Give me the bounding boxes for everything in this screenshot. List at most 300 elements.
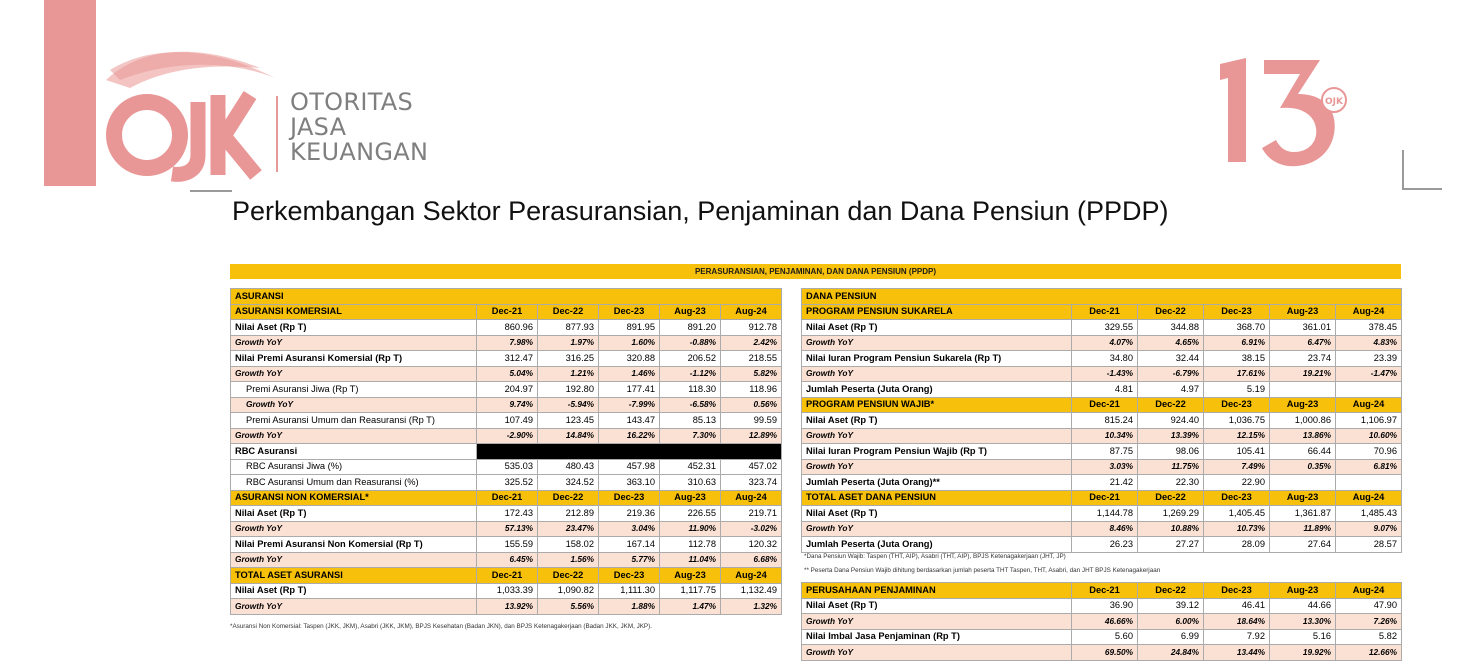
cell-value: 457.02: [721, 459, 782, 475]
cell-value: 329.55: [1072, 320, 1138, 336]
growth-row: [231, 366, 782, 382]
table-row: [231, 320, 782, 336]
section-header-sukarela: [802, 304, 1402, 320]
growth-row: [231, 397, 782, 413]
period-header: Dec-23: [1204, 304, 1270, 320]
table-row: [802, 320, 1402, 336]
section-title: ASURANSI NON KOMERSIAL*: [231, 490, 477, 506]
table-row: [231, 475, 782, 491]
cell-value: 118.96: [721, 382, 782, 398]
corner-mark-right-h: [1402, 188, 1442, 190]
cell-value: 7.98%: [477, 335, 538, 351]
cell-value: 924.40: [1138, 413, 1204, 429]
period-header: Dec-23: [1204, 397, 1270, 413]
table-row: [231, 537, 782, 553]
period-header: Dec-21: [477, 304, 538, 320]
row-label: Jumlah Peserta (Juta Orang)**: [802, 475, 1072, 491]
cell-value: 105.41: [1204, 444, 1270, 460]
section-banner: PERASURANSIAN, PENJAMINAN, DAN DANA PENSIUN (PPDP): [230, 264, 1401, 279]
row-label: Premi Asuransi Jiwa (Rp T): [231, 382, 477, 398]
anniversary-13-logo-icon: [1214, 50, 1364, 170]
cell-value: 120.32: [721, 537, 782, 553]
cell-value: 36.90: [1072, 598, 1138, 614]
cell-value: 316.25: [538, 351, 599, 367]
cell-value: 1,111.30: [599, 583, 660, 599]
cell-value: 1,000.86: [1270, 413, 1336, 429]
cell-value: 4.97: [1138, 382, 1204, 398]
cell-value: 1,405.45: [1204, 506, 1270, 522]
group-title: DANA PENSIUN: [802, 289, 1402, 305]
period-header: Aug-23: [1270, 583, 1336, 599]
cell-value: 16.22%: [599, 428, 660, 444]
cell-value: 107.49: [477, 413, 538, 429]
cell-value: 1,033.39: [477, 583, 538, 599]
period-header: Dec-22: [1138, 397, 1204, 413]
cell-value: 1,144.78: [1072, 506, 1138, 522]
group-header-dana-pensiun: [802, 289, 1402, 305]
cell-value: 3.03%: [1072, 459, 1138, 475]
cell-value: 457.98: [599, 459, 660, 475]
cell-value: 69.50%: [1072, 645, 1138, 661]
table-row: [802, 444, 1402, 460]
cell-value: [1336, 382, 1402, 398]
cell-value: 860.96: [477, 320, 538, 336]
growth-row: [231, 552, 782, 568]
cell-value: 368.70: [1204, 320, 1270, 336]
row-label: Growth YoY: [231, 366, 477, 382]
cell-value: 23.39: [1336, 351, 1402, 367]
cell-value: 310.63: [660, 475, 721, 491]
cell-value: 13.44%: [1204, 645, 1270, 661]
row-label: Growth YoY: [802, 645, 1072, 661]
cell-value: 452.31: [660, 459, 721, 475]
table-row: [231, 506, 782, 522]
cell-value: 1.21%: [538, 366, 599, 382]
cell-value: 815.24: [1072, 413, 1138, 429]
cell-value: 10.60%: [1336, 428, 1402, 444]
table-row: [802, 598, 1402, 614]
asuransi-table: [230, 288, 782, 615]
cell-value: 44.66: [1270, 598, 1336, 614]
row-label: Nilai Iuran Program Pensiun Sukarela (Rp T): [802, 351, 1072, 367]
row-label: Growth YoY: [231, 428, 477, 444]
table-row: [231, 459, 782, 475]
growth-row: [802, 521, 1402, 537]
period-header: Aug-23: [1270, 304, 1336, 320]
cell-value: 1,485.43: [1336, 506, 1402, 522]
cell-value: 1,269.29: [1138, 506, 1204, 522]
table-row: [802, 506, 1402, 522]
cell-value: 39.12: [1138, 598, 1204, 614]
cell-value: -2.90%: [477, 428, 538, 444]
row-label: Nilai Aset (Rp T): [802, 413, 1072, 429]
logo-line-1: OTORITAS: [290, 88, 414, 116]
cell-value: 1.97%: [538, 335, 599, 351]
cell-value: 158.02: [538, 537, 599, 553]
period-header: Dec-23: [1204, 583, 1270, 599]
cell-value: 11.89%: [1270, 521, 1336, 537]
cell-value: 19.21%: [1270, 366, 1336, 382]
cell-value: 363.10: [599, 475, 660, 491]
cell-value: 1.47%: [660, 599, 721, 615]
cell-value: 13.39%: [1138, 428, 1204, 444]
blacked-out-cells: [477, 444, 782, 460]
growth-row: [231, 335, 782, 351]
row-label: Growth YoY: [231, 599, 477, 615]
section-title: TOTAL ASET ASURANSI: [231, 568, 477, 584]
section-header-wajib: [802, 397, 1402, 413]
cell-value: 24.84%: [1138, 645, 1204, 661]
row-label: Growth YoY: [231, 335, 477, 351]
cell-value: 1,090.82: [538, 583, 599, 599]
cell-value: 10.88%: [1138, 521, 1204, 537]
row-label: Nilai Iuran Program Pensiun Wajib (Rp T): [802, 444, 1072, 460]
cell-value: 27.27: [1138, 537, 1204, 553]
row-label: Nilai Premi Asuransi Non Komersial (Rp T): [231, 537, 477, 553]
cell-value: 32.44: [1138, 351, 1204, 367]
cell-value: 85.13: [660, 413, 721, 429]
cell-value: 66.44: [1270, 444, 1336, 460]
cell-value: 5.82%: [721, 366, 782, 382]
section-title: PROGRAM PENSIUN SUKARELA: [802, 304, 1072, 320]
cell-value: 123.45: [538, 413, 599, 429]
cell-value: 14.84%: [538, 428, 599, 444]
period-header: Dec-22: [538, 304, 599, 320]
cell-value: 155.59: [477, 537, 538, 553]
group-title: ASURANSI: [231, 289, 782, 305]
cell-value: 11.90%: [660, 521, 721, 537]
footnote-dana-pensiun-1: *Dana Pensiun Wajib: Taspen (THT, AIP), Asabri (THT, AIP), BPJS Ketenagakerjaan (JHT, JP): [804, 553, 1066, 560]
row-label: Nilai Aset (Rp T): [802, 506, 1072, 522]
cell-value: -6.58%: [660, 397, 721, 413]
period-header: Dec-22: [538, 490, 599, 506]
cell-value: -0.88%: [660, 335, 721, 351]
cell-value: 5.82: [1336, 629, 1402, 645]
section-header-total-asuransi: [231, 568, 782, 584]
section-header-non-komersial: [231, 490, 782, 506]
row-label: Growth YoY: [231, 521, 477, 537]
cell-value: 361.01: [1270, 320, 1336, 336]
cell-value: -1.47%: [1336, 366, 1402, 382]
cell-value: 204.97: [477, 382, 538, 398]
growth-row: [231, 599, 782, 615]
anniversary-badge: OJK: [1325, 97, 1343, 107]
period-header: Dec-23: [599, 304, 660, 320]
cell-value: 22.90: [1204, 475, 1270, 491]
cell-value: 13.86%: [1270, 428, 1336, 444]
cell-value: 206.52: [660, 351, 721, 367]
cell-value: 344.88: [1138, 320, 1204, 336]
section-header-penjaminan: [802, 583, 1402, 599]
table-row: [802, 475, 1402, 491]
cell-value: 9.07%: [1336, 521, 1402, 537]
cell-value: 5.56%: [538, 599, 599, 615]
cell-value: 312.47: [477, 351, 538, 367]
cell-value: 891.95: [599, 320, 660, 336]
cell-value: 47.90: [1336, 598, 1402, 614]
cell-value: 1.88%: [599, 599, 660, 615]
cell-value: 212.89: [538, 506, 599, 522]
footnote-dana-pensiun-2: ** Peserta Dana Pensiun Wajib dihitung berdasarkan jumlah peserta THT Taspen, THT, Asabri, dan JHT BPJS Ketenagakerjaan: [804, 567, 1161, 574]
cell-value: 12.66%: [1336, 645, 1402, 661]
section-title: PROGRAM PENSIUN WAJIB*: [802, 397, 1072, 413]
cell-value: 19.92%: [1270, 645, 1336, 661]
cell-value: 28.09: [1204, 537, 1270, 553]
cell-value: 10.73%: [1204, 521, 1270, 537]
cell-value: 7.49%: [1204, 459, 1270, 475]
period-header: Dec-22: [1138, 490, 1204, 506]
row-label: Nilai Premi Asuransi Komersial (Rp T): [231, 351, 477, 367]
growth-row: [802, 645, 1402, 661]
row-label: Growth YoY: [802, 614, 1072, 630]
cell-value: 23.74: [1270, 351, 1336, 367]
period-header: Aug-24: [721, 568, 782, 584]
ojk-logo-icon: [100, 40, 290, 190]
table-row: [231, 413, 782, 429]
cell-value: 1,132.49: [721, 583, 782, 599]
cell-value: 5.19: [1204, 382, 1270, 398]
row-label: Nilai Aset (Rp T): [802, 320, 1072, 336]
row-label: RBC Asuransi Jiwa (%): [231, 459, 477, 475]
cell-value: 218.55: [721, 351, 782, 367]
section-title: ASURANSI KOMERSIAL: [231, 304, 477, 320]
period-header: Aug-23: [660, 568, 721, 584]
page-title: Perkembangan Sektor Perasuransian, Penjaminan dan Dana Pensiun (PPDP): [232, 196, 1169, 226]
cell-value: [1270, 382, 1336, 398]
cell-value: 13.92%: [477, 599, 538, 615]
cell-value: 6.81%: [1336, 459, 1402, 475]
row-label: Nilai Imbal Jasa Penjaminan (Rp T): [802, 629, 1072, 645]
period-header: Dec-22: [1138, 304, 1204, 320]
cell-value: 1,106.97: [1336, 413, 1402, 429]
period-header: Dec-22: [1138, 583, 1204, 599]
period-header: Aug-24: [1336, 490, 1402, 506]
cell-value: 6.68%: [721, 552, 782, 568]
logo-divider: [276, 96, 278, 172]
cell-value: -6.79%: [1138, 366, 1204, 382]
cell-value: 172.43: [477, 506, 538, 522]
period-header: Dec-21: [477, 568, 538, 584]
cell-value: 9.74%: [477, 397, 538, 413]
cell-value: -1.12%: [660, 366, 721, 382]
section-title: PERUSAHAAN PENJAMINAN: [802, 583, 1072, 599]
period-header: Aug-23: [660, 490, 721, 506]
row-label: Growth YoY: [802, 521, 1072, 537]
logo-wordmark: [290, 90, 428, 165]
table-row: [231, 583, 782, 599]
cell-value: -5.94%: [538, 397, 599, 413]
cell-value: 26.23: [1072, 537, 1138, 553]
period-header: Aug-24: [1336, 304, 1402, 320]
cell-value: 219.36: [599, 506, 660, 522]
cell-value: 177.41: [599, 382, 660, 398]
cell-value: 22.30: [1138, 475, 1204, 491]
growth-row: [802, 459, 1402, 475]
period-header: Dec-22: [538, 568, 599, 584]
row-label: Premi Asuransi Umum dan Reasuransi (Rp T): [231, 413, 477, 429]
period-header: Aug-23: [660, 304, 721, 320]
cell-value: 18.64%: [1204, 614, 1270, 630]
cell-value: 0.56%: [721, 397, 782, 413]
table-row: [802, 629, 1402, 645]
cell-value: 877.93: [538, 320, 599, 336]
cell-value: 27.64: [1270, 537, 1336, 553]
cell-value: 5.16: [1270, 629, 1336, 645]
cell-value: 13.30%: [1270, 614, 1336, 630]
cell-value: 38.15: [1204, 351, 1270, 367]
growth-row: [802, 335, 1402, 351]
cell-value: 1.32%: [721, 599, 782, 615]
cell-value: 320.88: [599, 351, 660, 367]
cell-value: 12.15%: [1204, 428, 1270, 444]
penjaminan-table: [801, 582, 1402, 661]
growth-row: [802, 614, 1402, 630]
cell-value: 6.45%: [477, 552, 538, 568]
cell-value: 112.78: [660, 537, 721, 553]
cell-value: 912.78: [721, 320, 782, 336]
cell-value: 57.13%: [477, 521, 538, 537]
period-header: Dec-21: [1072, 397, 1138, 413]
cell-value: [1270, 475, 1336, 491]
period-header: Aug-24: [1336, 397, 1402, 413]
growth-row: [802, 366, 1402, 382]
cell-value: 118.30: [660, 382, 721, 398]
brand-side-bar: [44, 0, 96, 186]
cell-value: 87.75: [1072, 444, 1138, 460]
period-header: Aug-23: [1270, 397, 1336, 413]
cell-value: 11.75%: [1138, 459, 1204, 475]
period-header: Dec-21: [1072, 583, 1138, 599]
cell-value: 5.60: [1072, 629, 1138, 645]
table-row: [802, 537, 1402, 553]
period-header: Dec-21: [1072, 304, 1138, 320]
logo-line-3: KEUANGAN: [290, 138, 429, 166]
period-header: Aug-24: [721, 490, 782, 506]
period-header: Aug-23: [1270, 490, 1336, 506]
cell-value: 5.04%: [477, 366, 538, 382]
row-label: Nilai Aset (Rp T): [231, 506, 477, 522]
cell-value: 1,361.87: [1270, 506, 1336, 522]
row-label: Growth YoY: [802, 335, 1072, 351]
table-row-rbc: [231, 444, 782, 460]
cell-value: 6.99: [1138, 629, 1204, 645]
cell-value: 46.66%: [1072, 614, 1138, 630]
table-row: [802, 413, 1402, 429]
growth-row: [231, 521, 782, 537]
dana-pensiun-table: [801, 288, 1402, 553]
period-header: Dec-21: [477, 490, 538, 506]
cell-value: -1.43%: [1072, 366, 1138, 382]
row-label: Growth YoY: [802, 366, 1072, 382]
cell-value: 1.56%: [538, 552, 599, 568]
cell-value: 0.35%: [1270, 459, 1336, 475]
cell-value: 17.61%: [1204, 366, 1270, 382]
cell-value: 21.42: [1072, 475, 1138, 491]
cell-value: 6.91%: [1204, 335, 1270, 351]
cell-value: 46.41: [1204, 598, 1270, 614]
period-header: Aug-24: [1336, 583, 1402, 599]
corner-mark-right-v: [1402, 150, 1404, 190]
cell-value: 891.20: [660, 320, 721, 336]
row-label: Growth YoY: [231, 552, 477, 568]
cell-value: 480.43: [538, 459, 599, 475]
cell-value: 3.04%: [599, 521, 660, 537]
corner-mark-left: [190, 190, 232, 192]
period-header: Dec-23: [1204, 490, 1270, 506]
cell-value: 1,117.75: [660, 583, 721, 599]
cell-value: 12.89%: [721, 428, 782, 444]
period-header: Dec-23: [599, 490, 660, 506]
table-row: [802, 351, 1402, 367]
cell-value: 7.30%: [660, 428, 721, 444]
cell-value: 2.42%: [721, 335, 782, 351]
cell-value: 7.92: [1204, 629, 1270, 645]
section-title: TOTAL ASET DANA PENSIUN: [802, 490, 1072, 506]
row-label: Growth YoY: [231, 397, 477, 413]
cell-value: 70.96: [1336, 444, 1402, 460]
cell-value: 4.81: [1072, 382, 1138, 398]
period-header: Aug-24: [721, 304, 782, 320]
cell-value: 323.74: [721, 475, 782, 491]
cell-value: 10.34%: [1072, 428, 1138, 444]
cell-value: 1.60%: [599, 335, 660, 351]
cell-value: [1336, 475, 1402, 491]
cell-value: 378.45: [1336, 320, 1402, 336]
cell-value: 167.14: [599, 537, 660, 553]
row-label: RBC Asuransi Umum dan Reasuransi (%): [231, 475, 477, 491]
period-header: Dec-21: [1072, 490, 1138, 506]
cell-value: 7.26%: [1336, 614, 1402, 630]
cell-value: 28.57: [1336, 537, 1402, 553]
cell-value: 34.80: [1072, 351, 1138, 367]
table-row: [802, 382, 1402, 398]
cell-value: 23.47%: [538, 521, 599, 537]
cell-value: 1.46%: [599, 366, 660, 382]
cell-value: 11.04%: [660, 552, 721, 568]
row-label: Jumlah Peserta (Juta Orang): [802, 382, 1072, 398]
cell-value: -7.99%: [599, 397, 660, 413]
row-label: Nilai Aset (Rp T): [802, 598, 1072, 614]
cell-value: 535.03: [477, 459, 538, 475]
cell-value: 226.55: [660, 506, 721, 522]
cell-value: 4.83%: [1336, 335, 1402, 351]
cell-value: 6.47%: [1270, 335, 1336, 351]
cell-value: 219.71: [721, 506, 782, 522]
cell-value: 6.00%: [1138, 614, 1204, 630]
cell-value: 1,036.75: [1204, 413, 1270, 429]
growth-row: [231, 428, 782, 444]
cell-value: -3.02%: [721, 521, 782, 537]
row-label: Growth YoY: [802, 428, 1072, 444]
cell-value: 324.52: [538, 475, 599, 491]
cell-value: 143.47: [599, 413, 660, 429]
period-header: Dec-23: [599, 568, 660, 584]
footnote-asuransi: *Asuransi Non Komersial: Taspen (JKK, JKM), Asabri (JKK, JKM), BPJS Kesehatan (Badan JKN), dan BPJS Ketenagakerjaan (Badan JKK, JKM, JKP).: [230, 623, 652, 630]
growth-row: [802, 428, 1402, 444]
cell-value: 192.80: [538, 382, 599, 398]
row-label: Nilai Aset (Rp T): [231, 583, 477, 599]
logo-line-2: JASA: [290, 113, 347, 141]
row-label: Jumlah Peserta (Juta Orang): [802, 537, 1072, 553]
cell-value: 4.07%: [1072, 335, 1138, 351]
cell-value: 4.65%: [1138, 335, 1204, 351]
table-row: [231, 382, 782, 398]
row-label: Nilai Aset (Rp T): [231, 320, 477, 336]
section-header-total-dana-pensiun: [802, 490, 1402, 506]
row-label: RBC Asuransi: [231, 444, 477, 460]
table-row: [231, 351, 782, 367]
cell-value: 325.52: [477, 475, 538, 491]
